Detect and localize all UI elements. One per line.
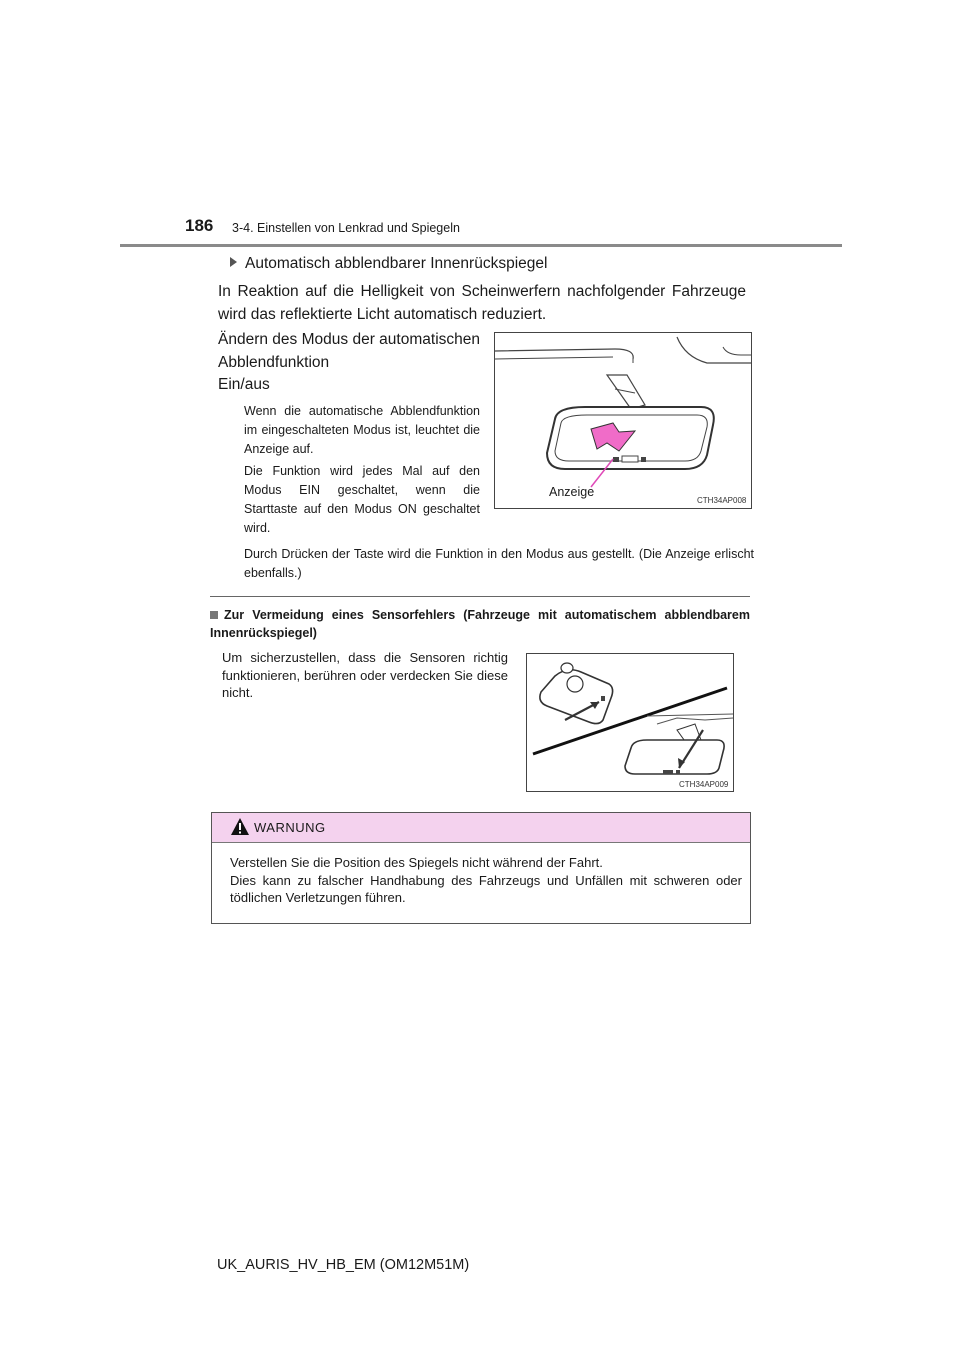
sensor-section-body: Um sicherzustellen, dass die Sensoren richtig funktionieren, berühren oder verdecken Sie diese nicht.: [222, 650, 508, 700]
sensor-illustration: [527, 654, 733, 791]
warning-line-2: Dies kann zu falscher Handhabung des Fahrzeugs und Unfällen mit schweren oder tödlichen Verletzungen führen.: [230, 872, 742, 905]
warning-body: [230, 854, 742, 907]
chapter-title: 3-4. Einstellen von Lenkrad und Spiegeln: [232, 221, 460, 235]
warning-box: [211, 812, 751, 924]
mirror-illustration: [495, 333, 751, 508]
square-bullet-icon: [210, 611, 218, 619]
warning-title: WARNUNG: [254, 820, 326, 835]
note-indicator: Wenn die automatische Abblendfunktion im eingeschalteten Modus ist, leuchtet die Anzeige auf.: [244, 404, 480, 456]
sensor-section-title: [210, 606, 750, 642]
warning-triangle-icon: [230, 817, 250, 836]
section-heading-text: Automatisch abblendbarer Innenrückspiegel: [245, 255, 548, 272]
subheading: Ändern des Modus der automatischen Abblendfunktion: [218, 331, 480, 371]
note-start-button: Die Funktion wird jedes Mal auf den Modus EIN geschaltet, wenn die Starttaste auf den Modus ON geschaltet wird.: [244, 464, 480, 535]
figure-code: CTH34AP009: [679, 780, 729, 789]
bullet-arrow-icon: [230, 257, 237, 267]
section-heading: [230, 255, 547, 273]
onoff-label: Ein/aus: [218, 376, 270, 393]
header-rule: [120, 244, 842, 247]
figure-code: CTH34AP008: [697, 496, 747, 505]
warning-line-1: Verstellen Sie die Position des Spiegels nicht während der Fahrt.: [230, 855, 603, 870]
section-divider: [210, 596, 750, 597]
sensor-section-title-text: Zur Vermeidung eines Sensorfehlers (Fahrzeuge mit automatischem abblendbarem Innenrückspiegel): [210, 608, 750, 640]
note-press-button: Durch Drücken der Taste wird die Funktion in den Modus aus gestellt. (Die Anzeige erlischt ebenfalls.): [244, 547, 754, 580]
warning-header: [212, 813, 750, 843]
mirror-figure: [494, 332, 752, 509]
page-number: 186: [185, 216, 214, 235]
indicator-label: Anzeige: [549, 485, 595, 499]
intro-paragraph: In Reaktion auf die Helligkeit von Scheinwerfern nachfolgender Fahrzeuge wird das reflektierte Licht automatisch reduziert.: [218, 283, 746, 323]
footer-doc-id: UK_AURIS_HV_HB_EM (OM12M51M): [217, 1257, 470, 1273]
sensor-figure: [526, 653, 734, 792]
